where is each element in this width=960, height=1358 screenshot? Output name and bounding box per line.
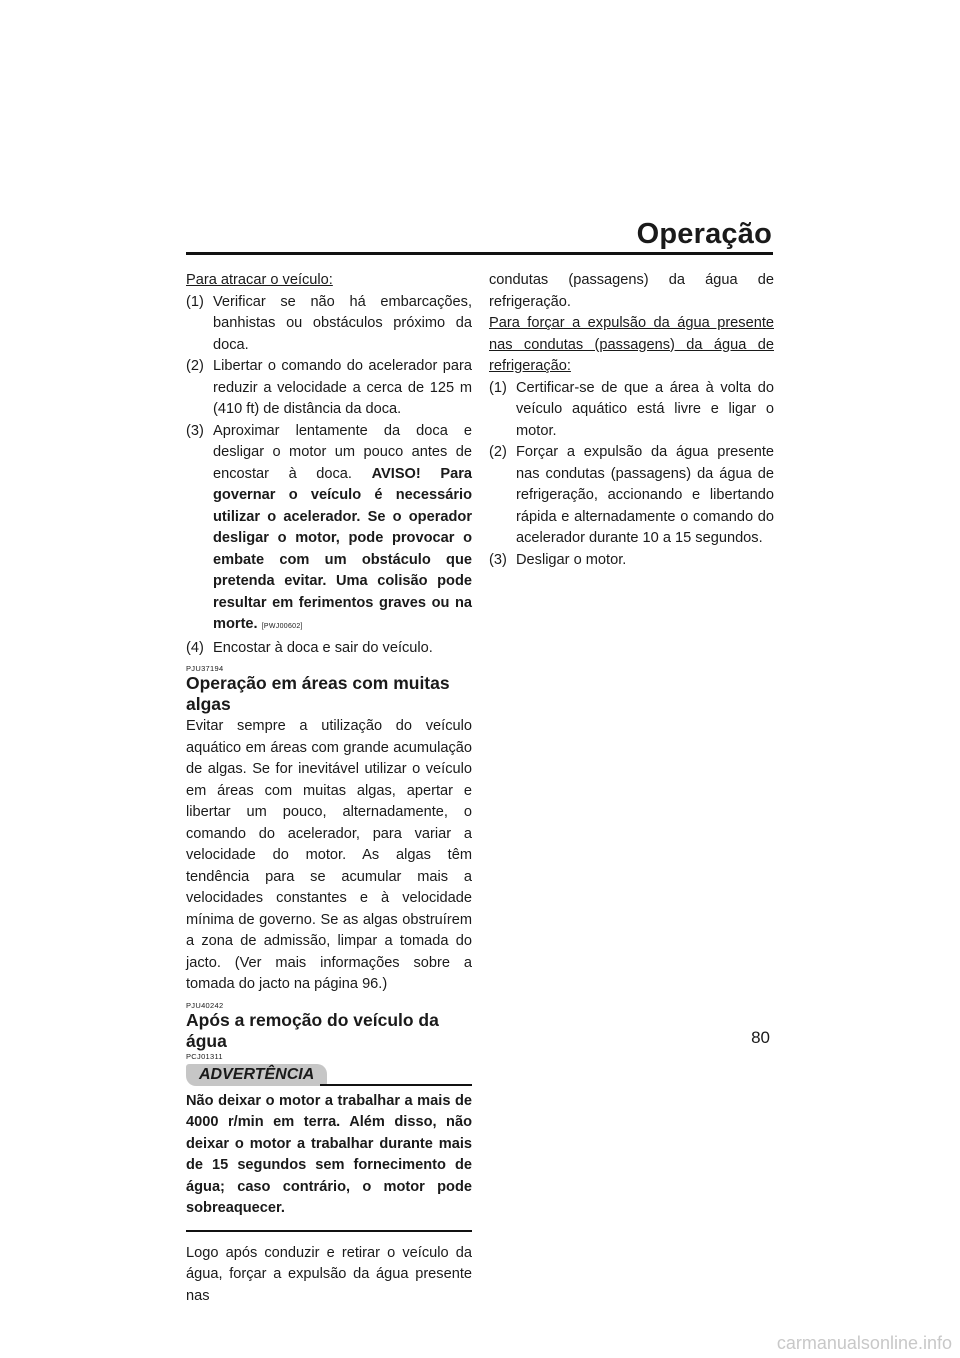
- step-text: Encostar à doca e sair do veículo.: [213, 639, 433, 656]
- step-number: (3): [186, 422, 204, 439]
- section-code: PJU37194: [186, 664, 224, 673]
- reference-code: [PWJ00602]: [261, 623, 303, 630]
- step-number: (4): [186, 639, 204, 656]
- step-text: Desligar o motor.: [516, 551, 627, 568]
- warning-notice: AVISO! Para governar o veículo é necessário utilizar o acelerador. Se o operador desligar o motor, pode provocar o embate com um obstáculo que pretenda evitar. Uma colisão pode resultar em ferimentos graves ou na morte.: [213, 465, 473, 632]
- continuation-text: condutas (passagens) da água de refrigeração.: [489, 272, 774, 310]
- step-number: (2): [489, 444, 507, 460]
- step-number: (2): [186, 358, 204, 374]
- section-code: PJU40242: [186, 1000, 224, 1010]
- step-text: Libertar o comando do acelerador para reduzir a velocidade a cerca de 125 m (410 ft) de distância da doca.: [213, 358, 472, 417]
- page-title: Operação: [636, 218, 772, 250]
- section-body-algae: Evitar sempre a utilização do veículo aquático em áreas com grande acumulação de algas. Se for inevitável utilizar o veículo em áreas com muitas algas, apertar e libertar um pouco, alternadamente, o comando do acelerador, para variar a velocidade do motor. As algas têm tendência para se acumular mais a velocidades constantes e à velocidade mínima de governo. Se as algas obstruírem a zona de admissão, limpar a tomada do jacto. (Ver mais informações sobre a tomada do jacto na página 96.): [186, 718, 472, 992]
- list-item: [186, 356, 472, 421]
- list-item: [489, 442, 774, 550]
- step-text: Aproximar lentamente da doca e desligar o motor um pouco antes de encostar à doca.: [213, 422, 472, 482]
- list-item: [186, 292, 472, 357]
- after-warning-text: Logo após conduzir e retirar o veículo da água, forçar a expulsão da água presente nas: [186, 1244, 472, 1304]
- warning-label: ADVERTÊNCIA: [186, 1064, 327, 1086]
- warning-code: PCJ01311: [186, 1051, 223, 1061]
- step-number: (1): [186, 293, 204, 310]
- list-item: [186, 421, 472, 638]
- right-column: [489, 270, 774, 571]
- left-column: [186, 270, 472, 1307]
- warning-rule: [320, 1084, 472, 1086]
- flush-steps-list: [489, 378, 774, 572]
- list-item: [489, 550, 774, 572]
- step-number: (3): [489, 551, 507, 568]
- step-text: Verificar se não há embarcações, banhistas ou obstáculos próximo da doca.: [213, 293, 472, 353]
- warning-text: Não deixar o motor a trabalhar a mais de 4000 r/min em terra. Além disso, não deixar o motor a trabalhar durante mais de 15 segundos sem fornecimento de água; caso contrário, o motor pode sobreaquecer.: [186, 1092, 472, 1216]
- header-divider: [186, 252, 773, 255]
- dock-steps-list: [186, 292, 472, 660]
- list-item: [489, 378, 774, 443]
- page-number: 80: [751, 1028, 770, 1047]
- step-text: Certificar-se de que a área à volta do veículo aquático está livre e ligar o motor.: [516, 379, 774, 439]
- watermark-text[interactable]: carmanualsonline.info: [776, 1333, 952, 1353]
- warning-header: [186, 1064, 472, 1091]
- dock-heading: Para atracar o veículo:: [186, 272, 333, 288]
- flush-heading: Para forçar a expulsão da água presente nas condutas (passagens) da água de refrigeração:: [489, 315, 774, 374]
- section-title-removal: Após a remoção do veículo da água: [186, 1009, 439, 1051]
- section-title-algae: Operação em áreas com muitas algas: [186, 673, 450, 714]
- step-text: Forçar a expulsão da água presente nas condutas (passagens) da água de refrigeração, accionando e libertando rápida e alternadamente o comando do acelerador durante 10 a 15 segundos.: [516, 444, 774, 546]
- warning-end-rule: [186, 1230, 472, 1232]
- step-number: (1): [489, 379, 507, 396]
- list-item: [186, 638, 472, 660]
